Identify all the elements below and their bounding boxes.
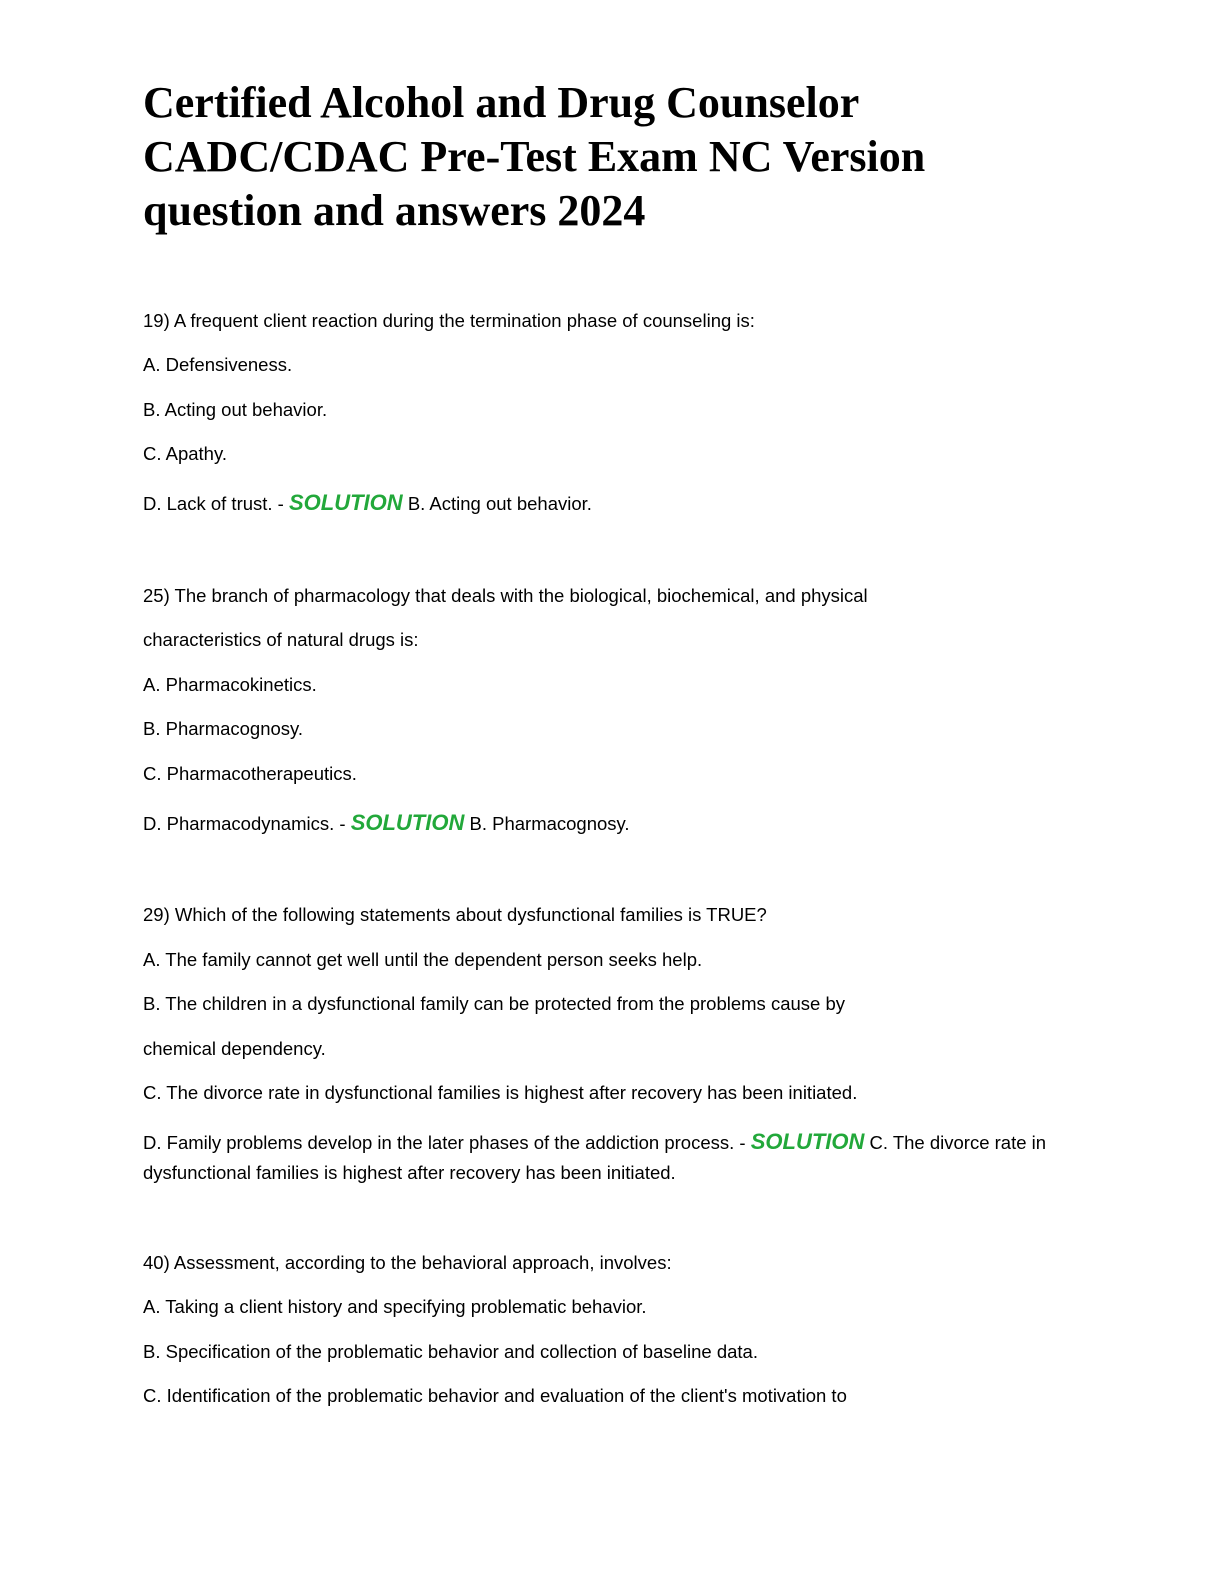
solution-label: SOLUTION	[750, 1129, 865, 1154]
question-19-option-d-line	[143, 490, 1083, 517]
solution-label: SOLUTION	[289, 490, 403, 515]
question-40-text: 40) Assessment, according to the behavioral approach, involves:	[143, 1252, 672, 1273]
question-29-option-d-line	[143, 1127, 1083, 1188]
question-40-option-b: B. Specification of the problematic behavior and collection of baseline data.	[143, 1341, 758, 1362]
question-25-option-d: D. Pharmacodynamics. -	[143, 813, 346, 834]
question-19-option-c: C. Apathy.	[143, 443, 227, 464]
question-29-option-c: C. The divorce rate in dysfunctional families is highest after recovery has been initiated.	[143, 1082, 858, 1103]
question-29-option-b-line2: chemical dependency.	[143, 1038, 326, 1059]
question-25-text-line1: 25) The branch of pharmacology that deals with the biological, biochemical, and physical	[143, 585, 868, 606]
question-29-text: 29) Which of the following statements about dysfunctional families is TRUE?	[143, 904, 767, 925]
question-29-option-b-line1: B. The children in a dysfunctional family can be protected from the problems cause by	[143, 993, 845, 1014]
question-25-answer: B. Pharmacognosy.	[469, 813, 630, 834]
solution-label: SOLUTION	[350, 810, 465, 835]
question-19-option-b: B. Acting out behavior.	[143, 399, 328, 420]
question-25-option-c: C. Pharmacotherapeutics.	[143, 763, 357, 784]
question-25-option-a: A. Pharmacokinetics.	[143, 674, 317, 695]
question-29-option-d: D. Family problems develop in the later phases of the addiction process. -	[143, 1132, 746, 1153]
question-19-text: 19) A frequent client reaction during the termination phase of counseling is:	[143, 310, 755, 331]
question-19-option-d: D. Lack of trust. -	[143, 493, 284, 514]
question-29-answer: C. The divorce rate in dysfunctional families is highest after recovery has been initiated.	[143, 1132, 1047, 1183]
question-25-option-b: B. Pharmacognosy.	[143, 718, 304, 739]
question-25-text-line2: characteristics of natural drugs is:	[143, 629, 419, 650]
question-25-option-d-line	[143, 810, 1083, 837]
document-title: Certified Alcohol and Drug Counselor CADC/CDAC Pre-Test Exam NC Version question and answers 2024	[143, 78, 926, 235]
question-29-option-a: A. The family cannot get well until the dependent person seeks help.	[143, 949, 703, 970]
question-19-answer: B. Acting out behavior.	[407, 493, 592, 514]
question-40-option-c: C. Identification of the problematic behavior and evaluation of the client's motivation to	[143, 1385, 847, 1406]
question-40-option-a: A. Taking a client history and specifying problematic behavior.	[143, 1296, 647, 1317]
question-19-option-a: A. Defensiveness.	[143, 354, 293, 375]
